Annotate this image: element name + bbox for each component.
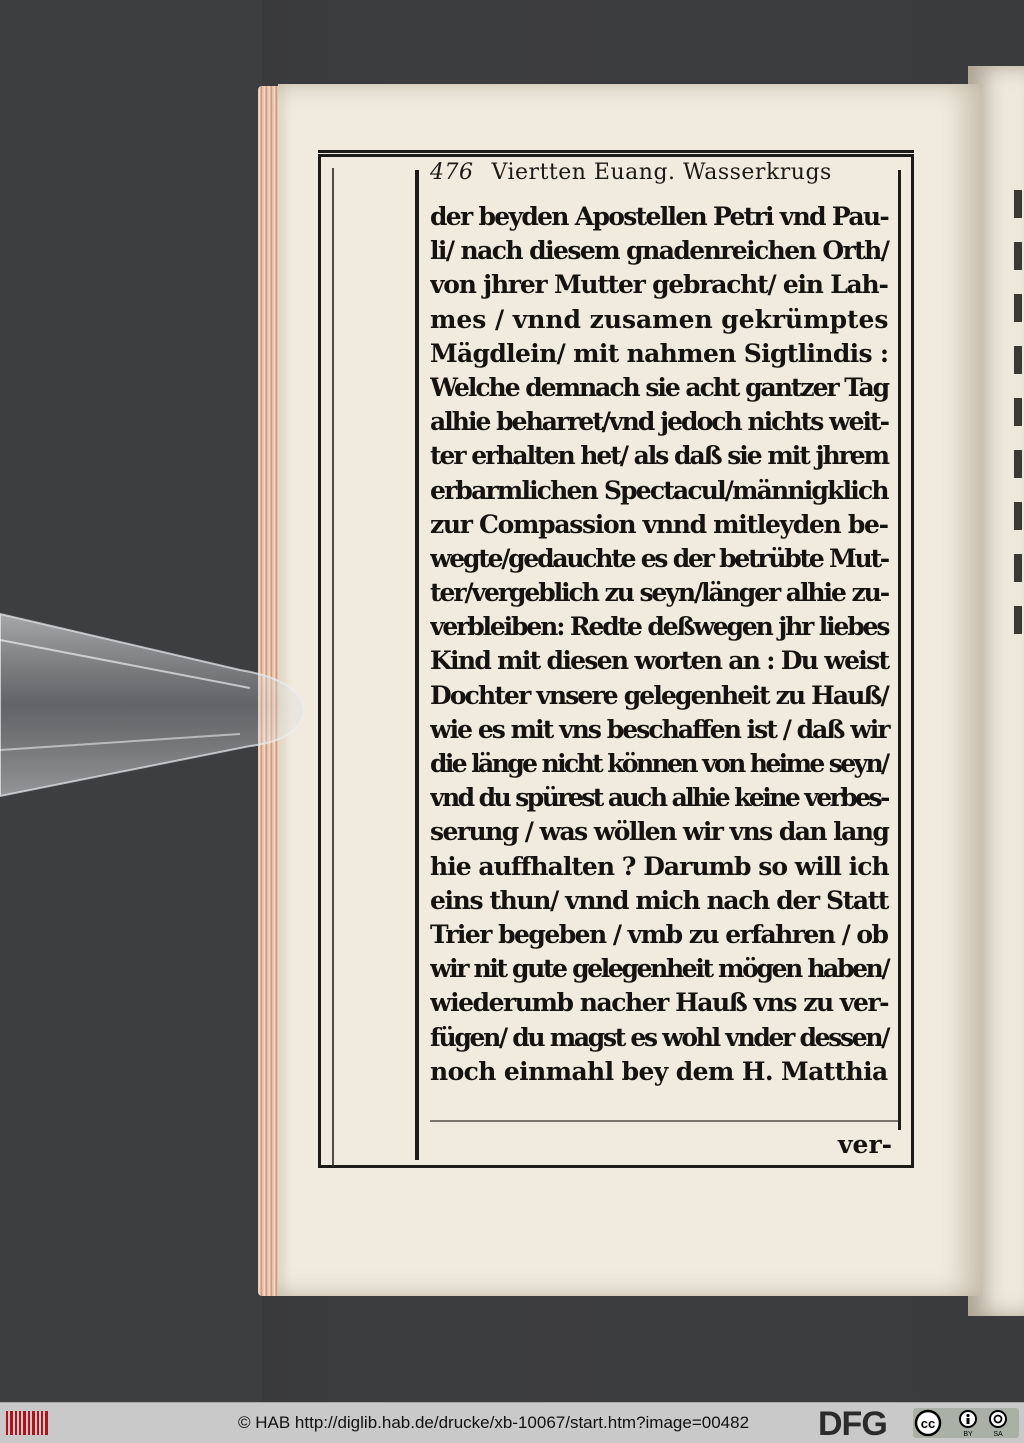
cc-license-badge[interactable] xyxy=(913,1408,1019,1438)
text-line: erbarmlichen Spectacul/männigklich xyxy=(430,475,888,505)
text-line: wegte/gedauchte es der betrübte Mut- xyxy=(430,543,888,573)
text-line: ter erhalten het/ als daß sie mit jhrem xyxy=(430,441,889,471)
main-text-block xyxy=(430,200,892,1089)
facing-page-text-fragment xyxy=(1012,190,1024,658)
text-line: li/ nach diesem gnadenreichen Orth/ xyxy=(430,236,889,266)
text-line: hie auffhalten ? Darumb so will ich xyxy=(430,851,889,881)
text-line: Welche demnach sie acht gantzer Tag xyxy=(430,372,889,402)
text-line: serung / was wöllen wir vns dan lang xyxy=(430,817,889,847)
by-label: BY xyxy=(963,1431,973,1438)
copyright-link[interactable]: © HAB http://diglib.hab.de/drucke/xb-10067/start.htm?image=00482 xyxy=(238,1413,750,1432)
text-line: wie es mit vns beschaffen ist / daß wir xyxy=(430,714,889,744)
text-line: wiederumb nacher Hauß vns zu ver- xyxy=(430,988,889,1018)
text-line: von jhrer Mutter gebracht/ ein Lah- xyxy=(430,270,888,300)
cc-icon xyxy=(916,1411,940,1435)
sa-label: SA xyxy=(993,1431,1003,1438)
running-head xyxy=(430,160,890,194)
text-line: verbleiben: Redte deßwegen jhr liebes xyxy=(430,612,889,642)
text-line: Mägdlein/ mit nahmen Sigtlindis : xyxy=(430,338,889,368)
text-line: eins thun/ vnnd mich nach der Statt xyxy=(430,885,889,915)
text-line: alhie beharret/vnd jedoch nichts weit- xyxy=(430,407,889,437)
svg-text:cc: cc xyxy=(920,1416,936,1431)
text-line: vnd du spürest auch alhie keine verbes- xyxy=(430,783,888,813)
text-line: ter/vergeblich zu seyn/länger alhie zu- xyxy=(430,578,889,608)
hab-barcode-logo xyxy=(6,1411,48,1435)
text-line: zur Compassion vnnd mitleyden be- xyxy=(430,509,888,539)
right-margin-rule xyxy=(898,170,901,1130)
dfg-logo: DFG xyxy=(818,1405,887,1443)
page-number: 476 xyxy=(430,160,474,185)
text-line: Trier begeben / vmb zu erfahren / ob xyxy=(430,919,888,949)
running-head-title: Viertten Euang. Wasserkrugs xyxy=(491,160,832,185)
text-line: die länge nicht können von heime seyn/ xyxy=(430,749,888,778)
catchword: ver- xyxy=(838,1130,892,1159)
frame-top-rule xyxy=(318,150,914,153)
text-line: Dochter vnsere gelegenheit zu Hauß/ xyxy=(430,680,888,710)
text-bottom-rule xyxy=(430,1120,900,1122)
text-line: der beyden Apostellen Petri vnd Pau- xyxy=(430,202,889,231)
inner-margin-rule xyxy=(415,170,419,1160)
text-line: mes / vnnd zusamen gekrümptes xyxy=(430,304,889,334)
glass-page-holder xyxy=(0,600,310,800)
text-line: noch einmahl bey dem H. Matthia xyxy=(430,1056,888,1086)
text-line: fügen/ du magst es wohl vnder dessen/ xyxy=(430,1022,889,1052)
viewer-footer xyxy=(0,1402,1024,1443)
text-line: Kind mit diesen worten an : Du weist xyxy=(430,646,889,676)
outer-margin-rule xyxy=(332,168,334,1168)
text-line: wir nit gute gelegenheit mögen haben/ xyxy=(430,954,889,984)
